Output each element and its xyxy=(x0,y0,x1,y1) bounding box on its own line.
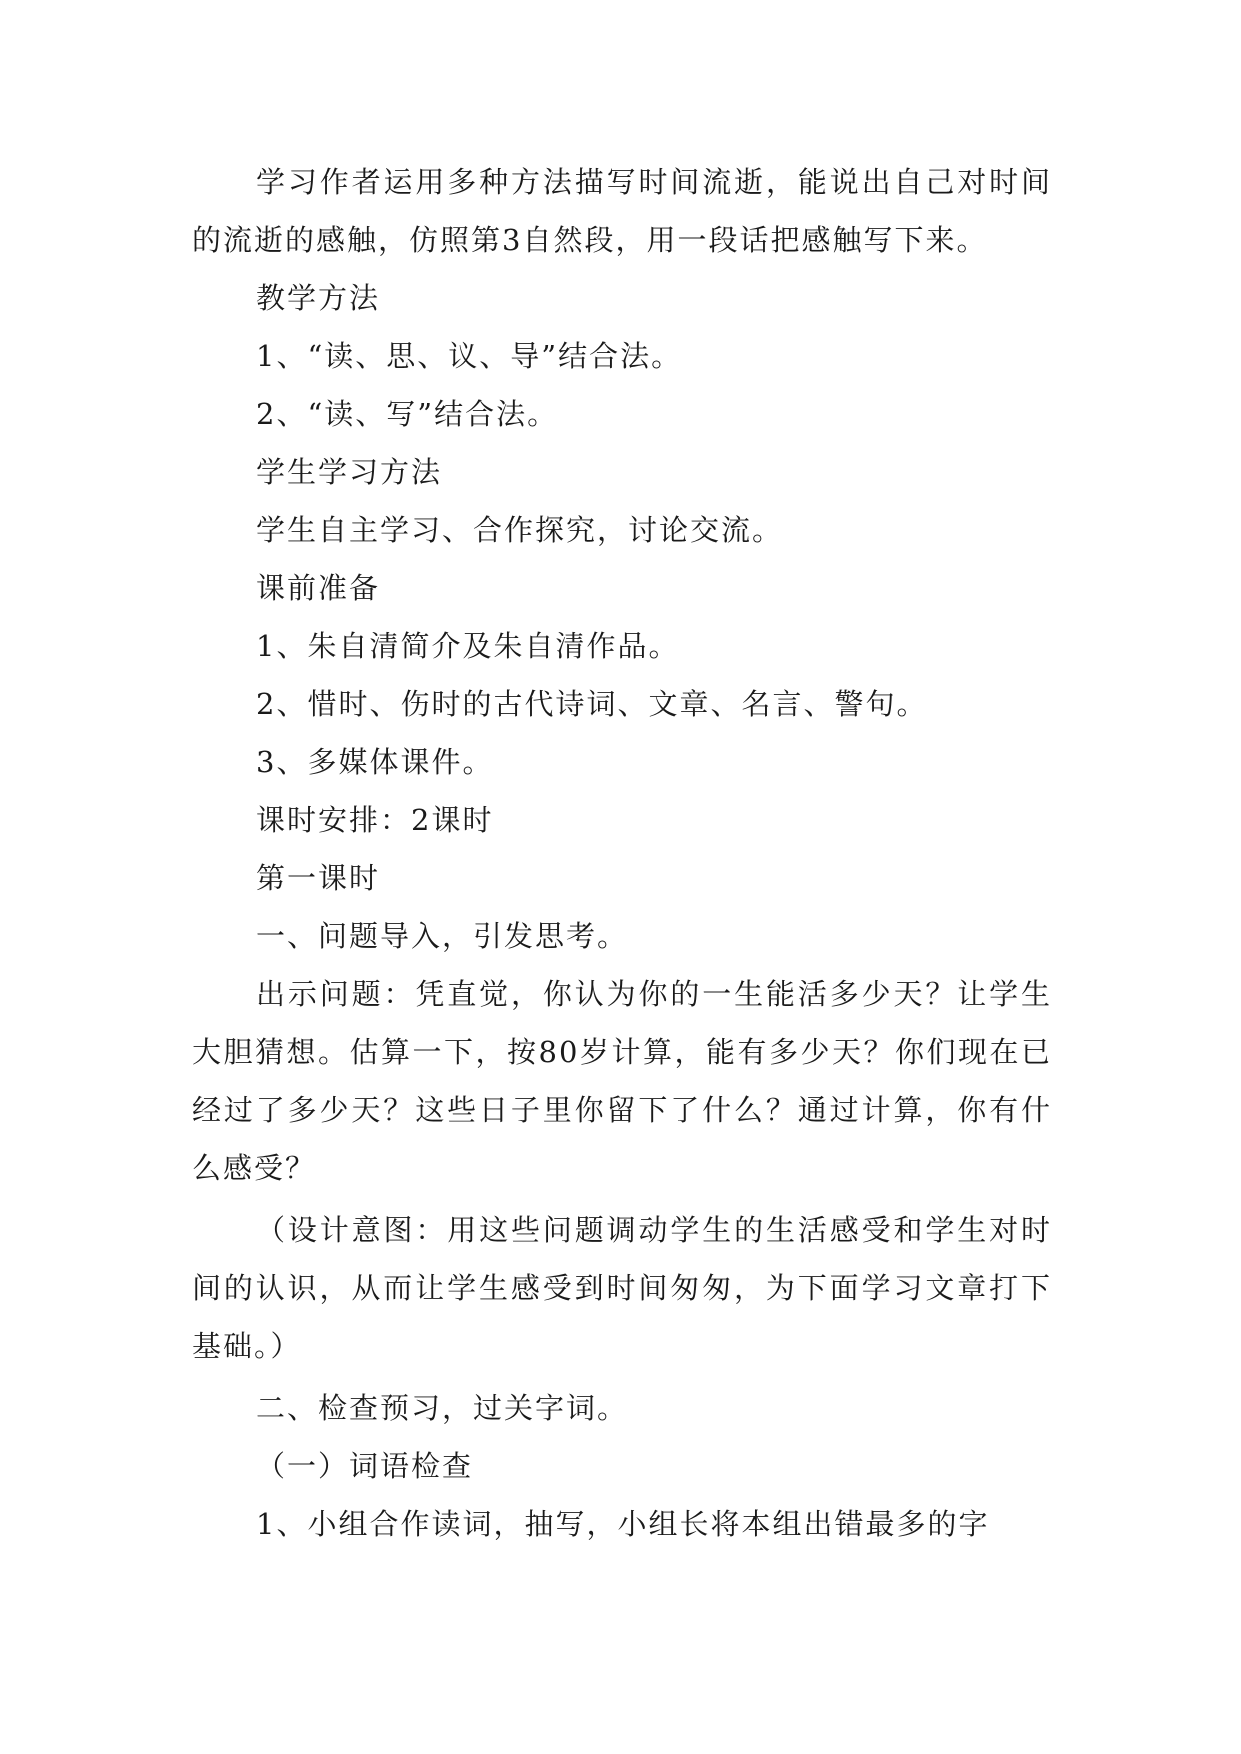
heading-preparation: 课前准备 xyxy=(256,571,381,605)
paragraph-design-intent: （设计意图：用这些问题调动学生的生活感受和学生对时间的认识，从而让学生感受到时间匆匆，为下面学习文章打下基础。） xyxy=(192,1213,1052,1363)
heading-section-one: 一、问题导入，引发思考。 xyxy=(256,919,629,953)
paragraph-questions: 出示问题：凭直觉，你认为你的一生能活多少天？让学生大胆猜想。估算一下，按80岁计算，能有多少天？你们现在已经过了多少天？这些日子里你留下了什么？通过计算，你有什么感受？ xyxy=(192,977,1052,1185)
list-item-method-2: 2、“读、写”结合法。 xyxy=(256,397,559,431)
list-item-preparation-3: 3、多媒体课件。 xyxy=(256,745,494,779)
list-item-method-1: 1、“读、思、议、导”结合法。 xyxy=(256,339,683,373)
heading-student-methods: 学生学习方法 xyxy=(256,455,443,489)
heading-first-lesson: 第一课时 xyxy=(256,861,381,895)
paragraph-learning-objective: 学习作者运用多种方法描写时间流逝，能说出自己对时间的流逝的感触，仿照第3自然段，用一段话把感触写下来。 xyxy=(192,165,1052,257)
list-item-preparation-1: 1、朱自清简介及朱自清作品。 xyxy=(256,629,680,663)
heading-subsection-one: （一）词语检查 xyxy=(256,1449,474,1483)
document-page xyxy=(192,153,1052,1553)
heading-teaching-methods: 教学方法 xyxy=(256,281,381,315)
paragraph-schedule: 课时安排：2课时 xyxy=(256,803,494,837)
list-item-preparation-2: 2、惜时、伤时的古代诗词、文章、名言、警句。 xyxy=(256,687,928,721)
paragraph-student-methods: 学生自主学习、合作探究，讨论交流。 xyxy=(256,513,784,547)
heading-section-two: 二、检查预习，过关字词。 xyxy=(256,1391,629,1425)
list-item-group-reading: 1、小组合作读词，抽写，小组长将本组出错最多的字 xyxy=(256,1507,990,1541)
